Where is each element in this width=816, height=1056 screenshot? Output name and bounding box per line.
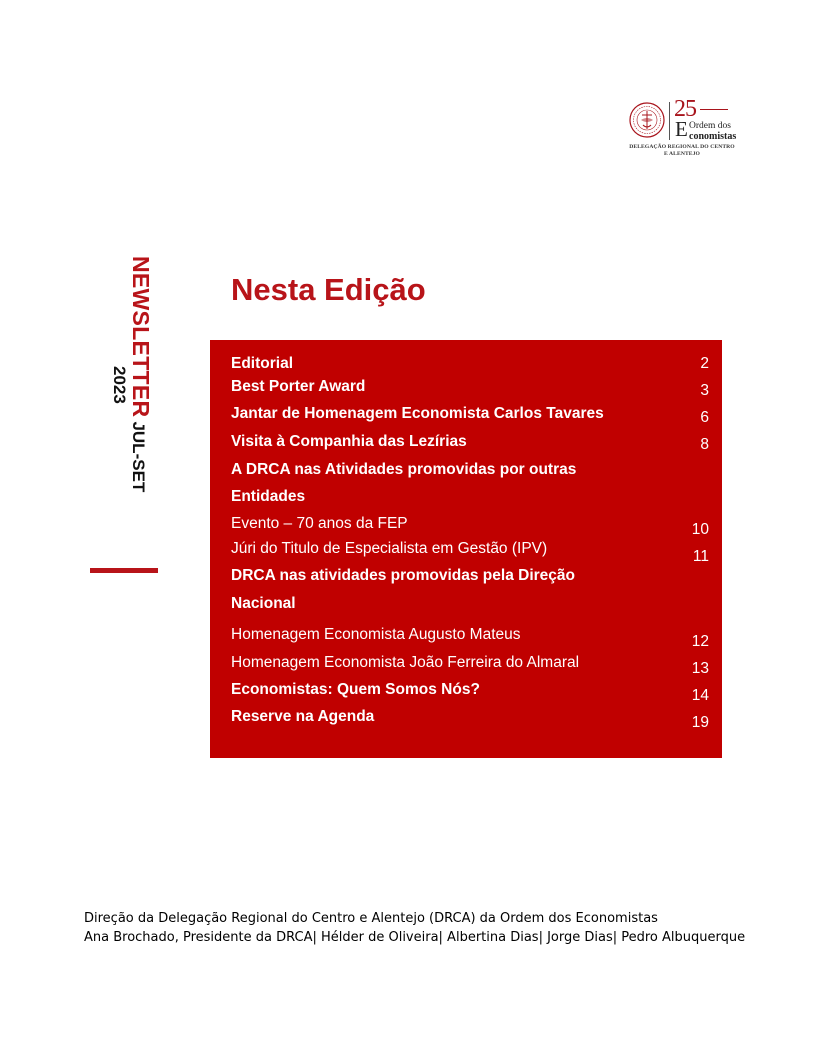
toc-entry-evento-fep[interactable]: Evento – 70 anos da FEP — [231, 515, 408, 532]
table-of-contents — [210, 340, 722, 758]
toc-entry-juri-ipv[interactable]: Júri do Titulo de Especialista em Gestão (IPV) — [231, 540, 548, 557]
footer-line-members: Ana Brochado, Presidente da DRCA| Hélder de Oliveira| Albertina Dias| Jorge Dias| Pedro Albuquerque — [84, 930, 746, 945]
logo-e-letter: E — [675, 117, 688, 141]
newsletter-side-title — [109, 256, 154, 492]
toc-entry-drca-outras-entidades[interactable]: A DRCA nas Atividades promovidas por outras — [231, 461, 577, 478]
seal-icon — [628, 100, 666, 140]
page-title: Nesta Edição — [231, 272, 426, 307]
toc-page-number: 6 — [700, 409, 709, 426]
logo-ordem-text: Ordem dos — [689, 121, 731, 131]
footer-credits — [84, 909, 745, 947]
toc-page-number: 8 — [700, 436, 709, 453]
newsletter-year: 2023 — [110, 366, 129, 404]
toc-page-number: 14 — [691, 687, 709, 704]
accent-bar — [90, 568, 158, 573]
toc-page-number: 19 — [691, 714, 709, 731]
logo-delegation — [626, 144, 738, 157]
toc-page-number: 10 — [691, 521, 709, 538]
toc-entry-quem-somos[interactable]: Economistas: Quem Somos Nós? — [231, 681, 480, 698]
logo-economistas-text: conomistas — [689, 131, 737, 142]
footer-line-direction: Direção da Delegação Regional do Centro e Alentejo (DRCA) da Ordem dos Economistas — [84, 911, 658, 926]
toc-entry-visita-lezirias[interactable]: Visita à Companhia das Lezírias — [231, 433, 467, 450]
toc-entry-best-porter-award[interactable]: Best Porter Award — [231, 378, 366, 395]
toc-entry-drca-direcao-nacional[interactable]: DRCA nas atividades promovidas pela Direção — [231, 567, 575, 584]
toc-entry-jantar-homenagem[interactable]: Jantar de Homenagem Economista Carlos Tavares — [231, 405, 604, 422]
toc-page-number: 3 — [700, 382, 709, 399]
toc-entry-editorial[interactable]: Editorial — [231, 355, 294, 372]
toc-page-number: 2 — [700, 355, 709, 372]
toc-entry-joao-almaral[interactable]: Homenagem Economista João Ferreira do Almaral — [231, 654, 580, 671]
logo-delegation-line2: E ALENTEJO — [664, 150, 700, 157]
toc-page-number: 12 — [691, 633, 709, 650]
toc-entry-reserve-agenda[interactable]: Reserve na Agenda — [231, 708, 375, 725]
logo-anniversary: 25 — [674, 96, 696, 122]
toc-entry-drca-outras-entidades-cont[interactable]: Entidades — [231, 488, 306, 505]
toc-entry-augusto-mateus[interactable]: Homenagem Economista Augusto Mateus — [231, 626, 521, 643]
newsletter-label: NEWSLETTER — [128, 256, 154, 418]
logo-delegation-line1: DELEGAÇÃO REGIONAL DO CENTRO — [629, 144, 735, 150]
ordem-economistas-logo — [626, 96, 744, 162]
toc-entry-drca-direcao-nacional-cont[interactable]: Nacional — [231, 595, 296, 612]
logo-rule — [700, 109, 728, 110]
newsletter-period: JUL-SET — [129, 421, 148, 493]
toc-page-number: 13 — [691, 660, 709, 677]
logo-divider — [669, 102, 670, 140]
toc-page-number: 11 — [692, 548, 709, 565]
